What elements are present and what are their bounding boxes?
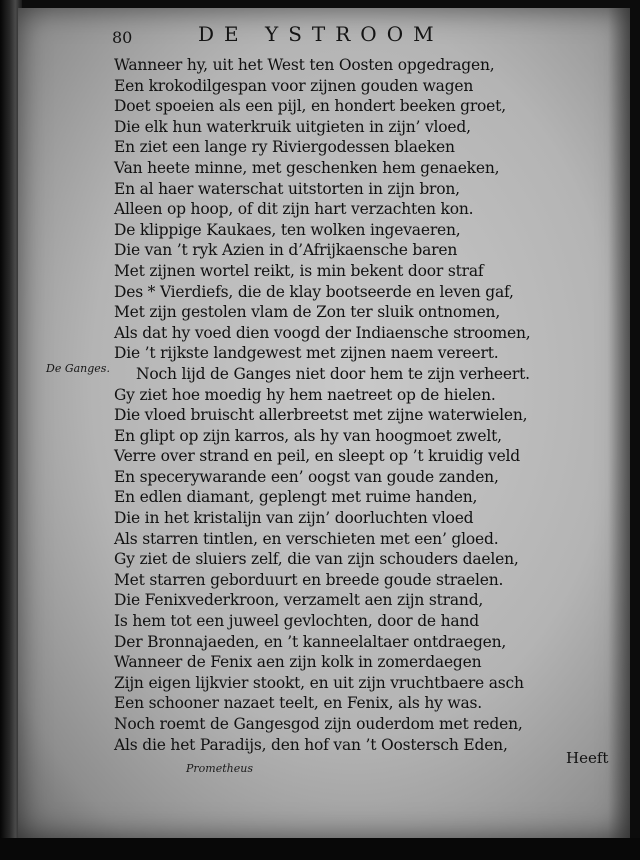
verse-line: Die in het kristalijn van zijn’ doorluchten vloed bbox=[114, 509, 474, 528]
poem-text bbox=[114, 55, 574, 755]
verse-line: Noch lijd de Ganges niet door hem te zijn verheert. bbox=[136, 364, 530, 383]
verse-line: Doet spoeien als een pijl, en hondert beeken groet, bbox=[114, 97, 506, 116]
footnote-prometheus: Prometheus bbox=[186, 762, 253, 775]
verse-line: En specerywarande een’ oogst van goude zanden, bbox=[114, 467, 499, 486]
verse-line: Met starren geborduurt en breede goude straelen. bbox=[114, 570, 504, 589]
verse-line: Alleen op hoop, of dit zijn hart verzachten kon. bbox=[114, 200, 474, 219]
verse-line: En edlen diamant, geplengt met ruime handen, bbox=[114, 488, 478, 507]
margin-note-ganges: De Ganges. bbox=[46, 362, 110, 375]
verse-line: Wanneer hy, uit het West ten Oosten opgedragen, bbox=[114, 56, 495, 74]
verse-line: Gy ziet de sluiers zelf, die van zijn schouders daelen, bbox=[114, 550, 519, 569]
verse-line: Wanneer de Fenix aen zijn kolk in zomerdaegen bbox=[114, 653, 482, 672]
verse-line: En al haer waterschat uitstorten in zijn bron, bbox=[114, 179, 460, 198]
verse-line: Is hem tot een juweel gevlochten, door de hand bbox=[114, 612, 479, 631]
catchword: Heeft bbox=[566, 749, 609, 767]
verse-line: Die van ’t ryk Azien in d’Afrijkaensche baren bbox=[114, 241, 458, 260]
verse-line: Met zijnen wortel reikt, is min bekent door straf bbox=[114, 261, 484, 280]
page-number: 80 bbox=[112, 28, 133, 47]
verse-line: Van heete minne, met geschenken hem genaeken, bbox=[114, 158, 500, 177]
verse-line: Verre over strand en peil, en sleept op ’t kruidig veld bbox=[114, 447, 521, 466]
verse-line: Der Bronnajaeden, en ’t kanneelaltaer ontdraegen, bbox=[114, 632, 507, 651]
verse-line: Als starren tintlen, en verschieten met een’ gloed. bbox=[114, 529, 499, 548]
verse-line: Gy ziet hoe moedig hy hem naetreet op de hielen. bbox=[114, 385, 496, 404]
verse-line: Als die het Paradijs, den hof van ’t Oostersch Eden, bbox=[114, 735, 508, 754]
running-title: DE YSTROOM bbox=[198, 22, 444, 46]
verse-line: En glipt op zijn karros, als hy van hoogmoet zwelt, bbox=[114, 426, 502, 445]
verse-line: Die elk hun waterkruik uitgieten in zijn’ vloed, bbox=[114, 117, 471, 136]
verse-line: Die Fenixvederkroon, verzamelt aen zijn strand, bbox=[114, 591, 484, 610]
verse-line: Zijn eigen lijkvier stookt, en uit zijn vruchtbaere asch bbox=[114, 673, 524, 692]
page-edge-shadow bbox=[608, 8, 630, 838]
page-header bbox=[112, 22, 532, 48]
verse-line: Die ’t rijkste landgewest met zijnen naem vereert. bbox=[114, 344, 499, 363]
verse-line: Als dat hy voed dien voogd der Indiaensche stroomen, bbox=[114, 323, 531, 342]
verse-line: Een krokodilgespan voor zijnen gouden wagen bbox=[114, 76, 474, 95]
verse-line: De klippige Kaukaes, ten wolken ingevaeren, bbox=[114, 220, 461, 239]
verse-line: Die vloed bruischt allerbreetst met zijne waterwielen, bbox=[114, 406, 528, 425]
verse-line: En ziet een lange ry Riviergodessen blaeken bbox=[114, 138, 455, 157]
verse-line: Noch roemt de Gangesgod zijn ouderdom met reden, bbox=[114, 715, 523, 733]
verse-line: Des * Vierdiefs, die de klay bootseerde en leven gaf, bbox=[114, 282, 514, 301]
verse-line: Met zijn gestolen vlam de Zon ter sluik ontnomen, bbox=[114, 303, 501, 322]
scan-bottom-edge bbox=[0, 838, 640, 860]
verse-line: Een schooner nazaet teelt, en Fenix, als hy was. bbox=[114, 694, 482, 713]
